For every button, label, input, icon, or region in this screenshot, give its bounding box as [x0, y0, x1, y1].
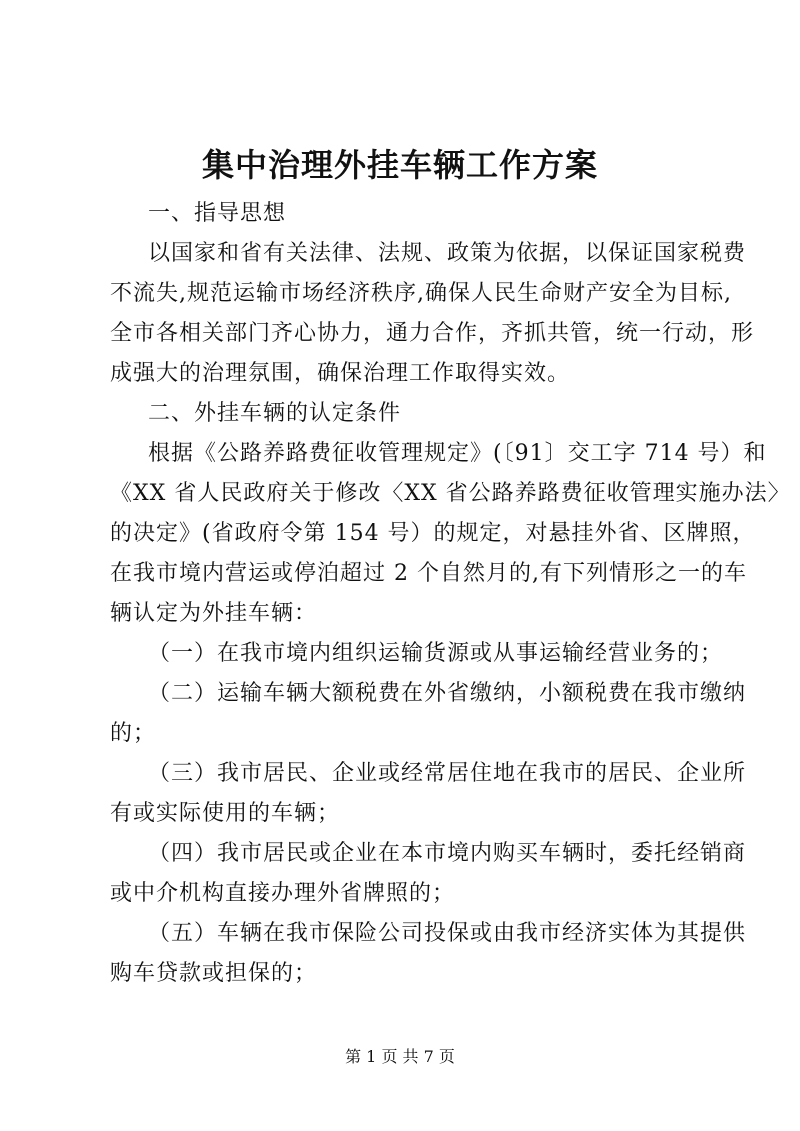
list-item-5: （五）车辆在我市保险公司投保或由我市经济实体为其提供	[148, 921, 747, 946]
paragraph-line: 不流失,规范运输市场经济秩序,确保人民生命财产安全为目标,	[110, 281, 732, 306]
page-number-footer: 第 1 页 共 7 页	[345, 1047, 455, 1066]
paragraph-line: 《XX 省人民政府关于修改〈XX 省公路养路费征收管理实施办法〉	[110, 481, 791, 506]
paragraph-line: 在我市境内营运或停泊超过 2 个自然月的,有下列情形之一的车	[110, 561, 747, 586]
paragraph-line: 成强大的治理氛围，确保治理工作取得实效。	[110, 361, 571, 386]
list-item-4-continuation: 或中介机构直接办理外省牌照的；	[110, 881, 456, 906]
paragraph-line: 根据《公路养路费征收管理规定》(〔91〕交工字 714 号）和	[148, 441, 767, 466]
list-item-5-continuation: 购车贷款或担保的；	[110, 961, 318, 986]
document-title: 集中治理外挂车辆工作方案	[201, 146, 598, 184]
list-item-2: （二）运输车辆大额税费在外省缴纳，小额税费在我市缴纳	[148, 681, 747, 706]
list-item-2-continuation: 的；	[110, 721, 157, 746]
heading-identification-conditions: 二、外挂车辆的认定条件	[148, 401, 402, 426]
list-item-3: （三）我市居民、企业或经常居住地在我市的居民、企业所	[148, 761, 747, 786]
heading-guiding-ideology: 一、指导思想	[148, 201, 287, 226]
list-item-1: （一）在我市境内组织运输货源或从事运输经营业务的；	[148, 641, 724, 666]
list-item-4: （四）我市居民或企业在本市境内购买车辆时，委托经销商	[148, 841, 747, 866]
paragraph-line: 的决定》(省政府令第 154 号）的规定，对悬挂外省、区牌照，	[110, 521, 756, 546]
paragraph-line: 全市各相关部门齐心协力，通力合作，齐抓共管，统一行动，形	[110, 321, 755, 346]
list-item-3-continuation: 有或实际使用的车辆；	[110, 801, 341, 826]
paragraph-line: 辆认定为外挂车辆：	[110, 601, 318, 626]
paragraph-line: 以国家和省有关法律、法规、政策为依据，以保证国家税费	[148, 241, 747, 266]
